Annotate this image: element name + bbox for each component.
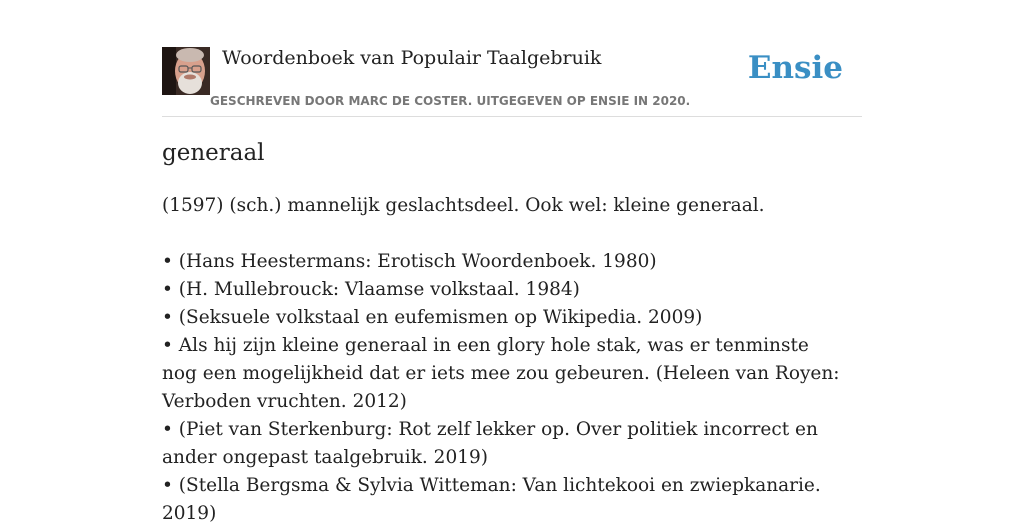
citation-item: • (Stella Bergsma & Sylvia Witteman: Van lichtekooi en zwiepkanarie. 2019) bbox=[162, 472, 842, 528]
citation-item: • (Piet van Sterkenburg: Rot zelf lekker op. Over politiek incorrect en ander ongepast taalgebruik. 2019) bbox=[162, 416, 842, 472]
entry-definition: (1597) (sch.) mannelijk geslachtsdeel. Ook wel: kleine generaal. bbox=[162, 195, 765, 216]
author-photo-icon bbox=[162, 47, 210, 95]
entry-body bbox=[162, 192, 842, 528]
book-title[interactable]: Woordenboek van Populair Taalgebruik bbox=[222, 47, 602, 69]
ensie-logo[interactable]: Ensie bbox=[747, 50, 843, 86]
entry-title: generaal bbox=[162, 140, 265, 166]
citation-item: • Als hij zijn kleine generaal in een glory hole stak, was er tenminste nog een mogelijkheid dat er iets mee zou gebeuren. (Heleen van Royen: Verboden vruchten. 2012) bbox=[162, 332, 842, 416]
citation-item: • (H. Mullebrouck: Vlaamse volkstaal. 1984) bbox=[162, 276, 842, 304]
citation-item: • (Hans Heestermans: Erotisch Woordenboek. 1980) bbox=[162, 248, 842, 276]
citation-item: • (Seksuele volkstaal en eufemismen op Wikipedia. 2009) bbox=[162, 304, 842, 332]
author-avatar[interactable] bbox=[162, 47, 210, 95]
author-byline: GESCHREVEN DOOR MARC DE COSTER. UITGEGEVEN OP ENSIE IN 2020. bbox=[210, 94, 691, 108]
header bbox=[162, 44, 862, 117]
